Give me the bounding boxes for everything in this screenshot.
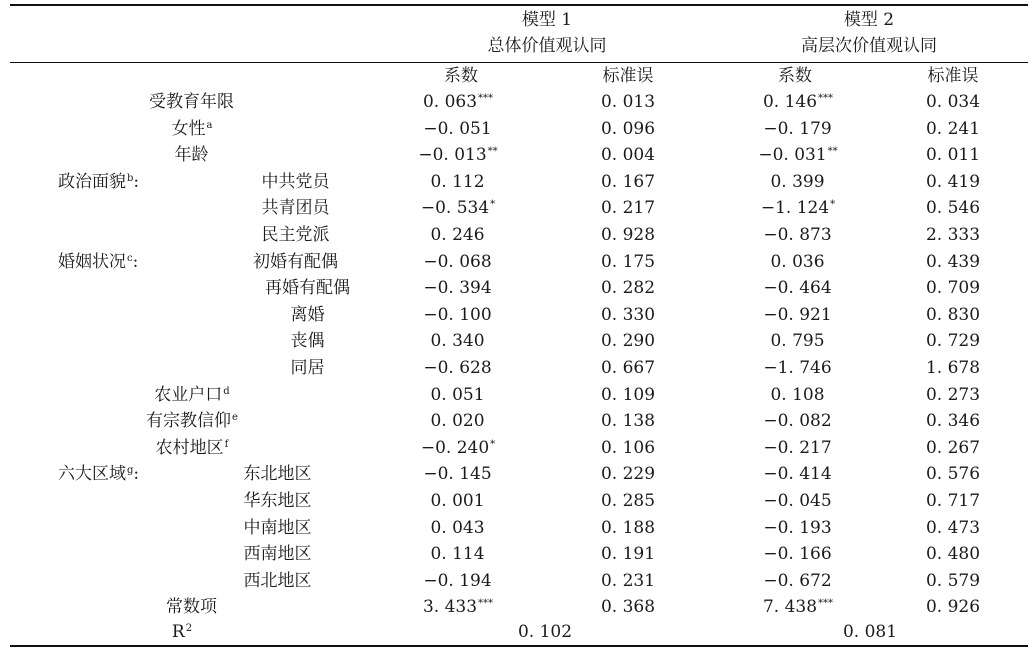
row-variable-label: [156, 438, 229, 458]
m2-coefficient: [763, 518, 832, 538]
m1-coefficient: [430, 518, 485, 538]
m1-standard-error: 0. 330: [600, 304, 656, 325]
m2-standard-error: 0. 729: [925, 331, 981, 352]
row-variable-text: 同居: [290, 358, 325, 378]
m2-standard-error: 0. 241: [925, 118, 981, 139]
m1-standard-error: 0. 167: [600, 171, 656, 192]
m2-coef-value: −0. 166: [763, 544, 832, 565]
m2-standard-error: 0. 011: [925, 145, 981, 166]
row-variable-label: [146, 411, 238, 431]
m1-standard-error: 0. 217: [600, 198, 656, 219]
bottom-rule: [10, 645, 1028, 647]
m1-coefficient: [423, 278, 492, 298]
m1-standard-error: 0. 188: [600, 517, 656, 538]
m2-coef-value: −0. 921: [763, 304, 832, 325]
row-variable-text: 农业户口: [154, 384, 223, 405]
m1-coef-value: 0. 112: [430, 171, 485, 192]
row-variable-text: 再婚有配偶: [265, 278, 350, 299]
m1-coef-value: −0. 100: [423, 304, 492, 325]
model1-subtitle: 总体价值观认同: [487, 36, 607, 56]
m1-standard-error: 0. 290: [600, 331, 656, 352]
row-variable-label: [262, 198, 331, 218]
row-variable-text: 东北地区: [243, 464, 312, 485]
m2-standard-error: 0. 830: [925, 304, 981, 325]
m2-coefficient: [763, 411, 832, 431]
m1-coef-value: 0. 020: [430, 411, 485, 432]
m1-coef-value: −0. 068: [423, 251, 492, 272]
row-variable-label: [265, 278, 351, 298]
row-variable-label: [291, 305, 326, 325]
m2-coefficient: [770, 385, 825, 405]
m1-standard-error: 0. 138: [600, 411, 656, 432]
m2-standard-error: 0. 473: [925, 517, 981, 538]
m2-coefficient: [770, 172, 825, 192]
m1-coefficient: [421, 198, 495, 218]
m1-significance: *: [490, 438, 496, 450]
m2-standard-error: 0. 273: [925, 384, 981, 405]
m1-coefficient: [430, 225, 485, 245]
m1-coef-value: −0. 628: [423, 358, 492, 378]
m1-significance: ***: [478, 93, 494, 104]
m1-coefficient: [430, 172, 485, 192]
m1-coefficient: [430, 544, 485, 564]
row-group-text: 婚姻状况: [58, 251, 126, 272]
m2-coefficient: [763, 597, 833, 617]
row-variable-text: 中共党员: [261, 171, 330, 192]
m1-coefficient: [430, 331, 485, 351]
row-variable-text: 受教育年限: [149, 92, 234, 112]
r2-model2: 0. 081: [842, 622, 898, 642]
m1-coef-value: 0. 114: [430, 544, 485, 565]
m1-coef-value: 0. 063: [422, 92, 478, 112]
model1-title: 模型 1: [521, 10, 573, 30]
m1-coef-value: −0. 051: [423, 118, 492, 139]
model2-subtitle: 高层次价值观认同: [801, 36, 937, 56]
m2-standard-error: 0. 034: [925, 92, 981, 112]
m2-coefficient: [763, 92, 833, 112]
m1-coef-value: 3. 433: [422, 597, 478, 618]
m2-standard-error: 0. 926: [925, 597, 981, 618]
m1-standard-error: 0. 013: [600, 92, 656, 112]
r2-label-text: R: [171, 622, 185, 642]
m2-coefficient: [763, 571, 832, 591]
m2-coef-value: 0. 036: [770, 251, 825, 272]
m2-coefficient: [763, 491, 832, 511]
row-variable-text: 常数项: [166, 597, 217, 618]
m2-coef-value: 0. 399: [770, 171, 825, 192]
m2-standard-error: 1. 678: [925, 358, 981, 378]
row-group-sup: b: [127, 172, 134, 184]
m1-standard-error: 0. 231: [600, 570, 656, 591]
m2-standard-error: 0. 419: [925, 171, 981, 192]
m1-standard-error: 0. 096: [600, 118, 656, 139]
row-variable-label: [154, 385, 229, 405]
m1-standard-error: 0. 368: [600, 597, 656, 618]
row-variable-label: [244, 571, 313, 591]
m2-coef-value: −0. 464: [763, 278, 832, 299]
row-group-label: 六大区域$^g$:: [58, 464, 140, 485]
m1-significance: ***: [478, 598, 494, 610]
m1-coef-value: −0. 145: [423, 464, 492, 485]
m2-significance: ***: [818, 93, 834, 104]
row-variable-text: 有宗教信仰: [146, 411, 232, 432]
m2-coef-value: −0. 217: [763, 437, 832, 458]
m1-coefficient: [418, 145, 497, 165]
m1-coefficient: [423, 358, 492, 378]
m1-coef-value: −0. 194: [423, 570, 492, 591]
row-variable-text: 丧偶: [290, 331, 325, 352]
m1-coef-value: −0. 394: [423, 278, 492, 299]
m1-coef-value: −0. 534: [420, 198, 490, 219]
m1-coef-value: 0. 051: [430, 384, 485, 405]
m2-significance: ***: [818, 598, 834, 610]
m1-coef-value: 0. 001: [430, 491, 485, 511]
m2-coefficient: [763, 225, 832, 245]
row-group-text: 六大区域: [58, 464, 126, 485]
m1-standard-error: 0. 282: [600, 278, 656, 299]
m2-coefficient: [761, 198, 835, 218]
m2-coefficient: [770, 331, 825, 351]
row-variable-sup: d: [223, 385, 230, 397]
row-variable-text: 年龄: [174, 145, 209, 166]
m1-coef-value: 0. 246: [430, 225, 485, 245]
m1-standard-error: 0. 667: [600, 358, 656, 378]
m1-standard-error: 0. 106: [600, 437, 656, 458]
m1-standard-error: 0. 229: [600, 464, 656, 485]
row-variable-sup: a: [206, 119, 213, 131]
row-variable-text: 共青团员: [261, 198, 330, 219]
m1-coefficient: [423, 597, 493, 617]
m2-significance: *: [830, 199, 836, 211]
m2-coef-value: 0. 146: [762, 92, 818, 112]
m1-coefficient: [423, 119, 492, 139]
m1-coef-value: −0. 240: [420, 437, 490, 458]
row-group-sup: g: [127, 465, 134, 477]
m2-coefficient: [763, 464, 832, 484]
row-variable-text: 女性: [171, 118, 206, 139]
row-group-sup: c: [127, 252, 133, 264]
m2-coefficient: [763, 119, 832, 139]
row-group-text: 政治面貌: [58, 171, 126, 192]
m2-coefficient: [770, 252, 825, 272]
row-variable-label: [291, 331, 326, 351]
row-variable-label: [244, 491, 313, 511]
m2-coefficient: [763, 544, 832, 564]
row-group-label: 婚姻状况$^c$:: [58, 251, 139, 272]
m1-coefficient: [423, 252, 492, 272]
m1-standard-error: 0. 285: [600, 491, 656, 511]
m2-coefficient: [763, 278, 832, 298]
model2-title: 模型 2: [843, 10, 895, 30]
r2-label: [172, 622, 192, 642]
row-variable-sup: f: [224, 438, 229, 450]
m1-coefficient: [430, 385, 485, 405]
row-variable-label: [262, 225, 331, 245]
row-variable-text: 农村地区: [155, 437, 224, 458]
m2-se-header: 标准误: [927, 66, 979, 86]
m1-coef-value: 0. 043: [430, 517, 485, 538]
header-rule: [10, 62, 1028, 63]
row-variable-label: [149, 92, 235, 112]
m2-coefficient: [763, 438, 832, 458]
row-variable-label: [253, 252, 339, 272]
m2-coef-value: −0. 045: [763, 491, 832, 511]
m2-coef-value: −0. 082: [763, 411, 832, 432]
m2-coefficient: [758, 145, 837, 165]
m2-coefficient: [763, 305, 832, 325]
row-variable-text: 民主党派: [261, 225, 330, 245]
m1-significance: **: [487, 146, 498, 158]
m2-coef-header: 系数: [778, 66, 812, 86]
m1-se-header: 标准误: [602, 66, 654, 86]
m1-coefficient: [423, 305, 492, 325]
m2-coef-value: −0. 193: [763, 517, 832, 538]
m2-standard-error: 0. 579: [925, 570, 981, 591]
row-variable-text: 西北地区: [243, 570, 312, 591]
m2-coefficient: [763, 358, 832, 378]
top-rule: [10, 4, 1028, 6]
m1-coefficient: [423, 571, 492, 591]
m2-coef-value: −0. 873: [763, 225, 832, 245]
m2-coef-value: −0. 179: [763, 118, 832, 139]
row-variable-text: 西南地区: [243, 544, 312, 565]
m2-coef-value: 0. 108: [770, 384, 825, 405]
m1-coef-header: 系数: [444, 66, 478, 86]
m1-standard-error: 0. 004: [600, 145, 656, 166]
m2-standard-error: 0. 480: [925, 544, 981, 565]
m2-coef-value: −1. 124: [760, 198, 830, 219]
row-variable-text: 初婚有配偶: [253, 251, 338, 272]
m2-standard-error: 0. 576: [925, 464, 981, 485]
m2-coef-value: −0. 672: [763, 570, 832, 591]
row-variable-text: 华东地区: [243, 491, 312, 511]
row-variable-label: [172, 119, 213, 139]
row-variable-label: [262, 172, 331, 192]
m2-coef-value: 0. 795: [770, 331, 825, 352]
m2-coef-value: −0. 031: [758, 145, 827, 166]
m1-coefficient: [430, 491, 485, 511]
m2-standard-error: 0. 346: [925, 411, 981, 432]
row-variable-label: [244, 464, 313, 484]
row-variable-sup: e: [232, 412, 238, 424]
m1-standard-error: 0. 191: [600, 544, 656, 565]
m1-significance: *: [490, 199, 496, 211]
row-variable-label: [244, 518, 313, 538]
row-variable-label: [175, 145, 210, 165]
m2-coef-value: −0. 414: [763, 464, 832, 485]
m2-standard-error: 0. 439: [925, 251, 981, 272]
m1-coef-value: −0. 013: [418, 145, 487, 166]
row-variable-text: 中南地区: [243, 517, 312, 538]
row-group-label: 政治面貌$^b$:: [58, 171, 140, 192]
m1-standard-error: 0. 928: [600, 225, 656, 245]
m1-coefficient: [421, 438, 495, 458]
row-variable-text: 离婚: [290, 304, 325, 325]
m1-standard-error: 0. 109: [600, 384, 656, 405]
row-variable-label: [291, 358, 326, 378]
m1-coef-value: 0. 340: [430, 331, 485, 352]
row-variable-label: [244, 544, 313, 564]
m1-coefficient: [430, 411, 485, 431]
r2-label-sup: 2: [185, 623, 193, 634]
r2-model1: 0. 102: [517, 622, 573, 642]
m2-standard-error: 0. 267: [925, 437, 981, 458]
m2-standard-error: 0. 546: [925, 198, 981, 219]
m1-standard-error: 0. 175: [600, 251, 656, 272]
m2-coef-value: 7. 438: [762, 597, 818, 618]
m2-standard-error: 2. 333: [925, 225, 981, 245]
m1-coefficient: [423, 92, 493, 112]
m1-coefficient: [423, 464, 492, 484]
m2-standard-error: 0. 709: [925, 278, 981, 299]
m2-significance: **: [827, 146, 838, 158]
m2-standard-error: 0. 717: [925, 491, 981, 511]
row-variable-label: [166, 597, 218, 617]
m2-coef-value: −1. 746: [763, 358, 832, 378]
